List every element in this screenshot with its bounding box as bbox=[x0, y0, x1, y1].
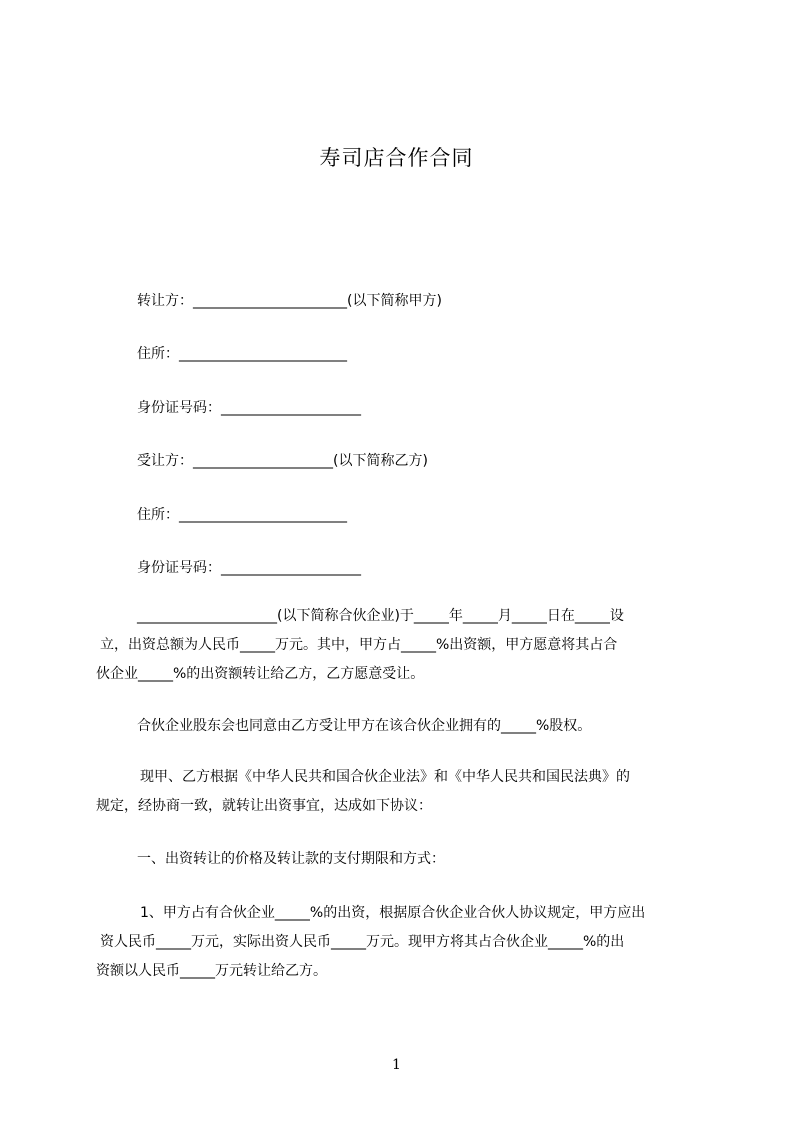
paragraph-line: 现甲、乙方根据《中华人民共和国合伙企业法》和《中华人民共和国民法典》的 bbox=[140, 769, 630, 785]
paragraph-line: 立，出资总额为人民币_____万元。其中，甲方占_____%出资额，甲方愿意将其占合 bbox=[100, 637, 618, 653]
partnership-paragraph bbox=[96, 602, 708, 689]
transferor-id-field: 身份证号码：____________________ bbox=[137, 400, 361, 416]
paragraph-line: 资人民币_____万元，实际出资人民币_____万元。现甲方将其占合伙企业_____%的出 bbox=[100, 934, 625, 950]
shareholder-consent-paragraph: 合伙企业股东会也同意由乙方受让甲方在该合伙企业拥有的_____%股权。 bbox=[137, 718, 592, 734]
transferee-field: 受让方：____________________(以下简称乙方) bbox=[137, 453, 428, 469]
item-1-paragraph bbox=[96, 899, 708, 986]
transferor-address-field: 住所：________________________ bbox=[137, 346, 347, 362]
transferor-field: 转让方：______________________(以下简称甲方) bbox=[137, 293, 442, 309]
legal-basis-paragraph bbox=[96, 763, 708, 821]
transferee-id-field: 身份证号码：____________________ bbox=[137, 560, 361, 576]
paragraph-line: 1、甲方占有合伙企业_____%的出资，根据原合伙企业合伙人协议规定，甲方应出 bbox=[140, 905, 646, 921]
paragraph-line: 伙企业_____%的出资额转让给乙方，乙方愿意受让。 bbox=[96, 666, 425, 682]
transferee-address-field: 住所：________________________ bbox=[137, 507, 347, 523]
page-number: 1 bbox=[392, 1057, 401, 1073]
document-title: 寿司店合作合同 bbox=[319, 146, 474, 170]
paragraph-line: ____________________(以下简称合伙企业)于_____年_____月_____日在_____设 bbox=[137, 608, 624, 624]
paragraph-line: 规定，经协商一致，就转让出资事宜，达成如下协议： bbox=[96, 798, 432, 814]
section-1-heading: 一、出资转让的价格及转让款的支付期限和方式： bbox=[137, 851, 445, 867]
paragraph-line: 资额以人民币_____万元转让给乙方。 bbox=[96, 963, 327, 979]
